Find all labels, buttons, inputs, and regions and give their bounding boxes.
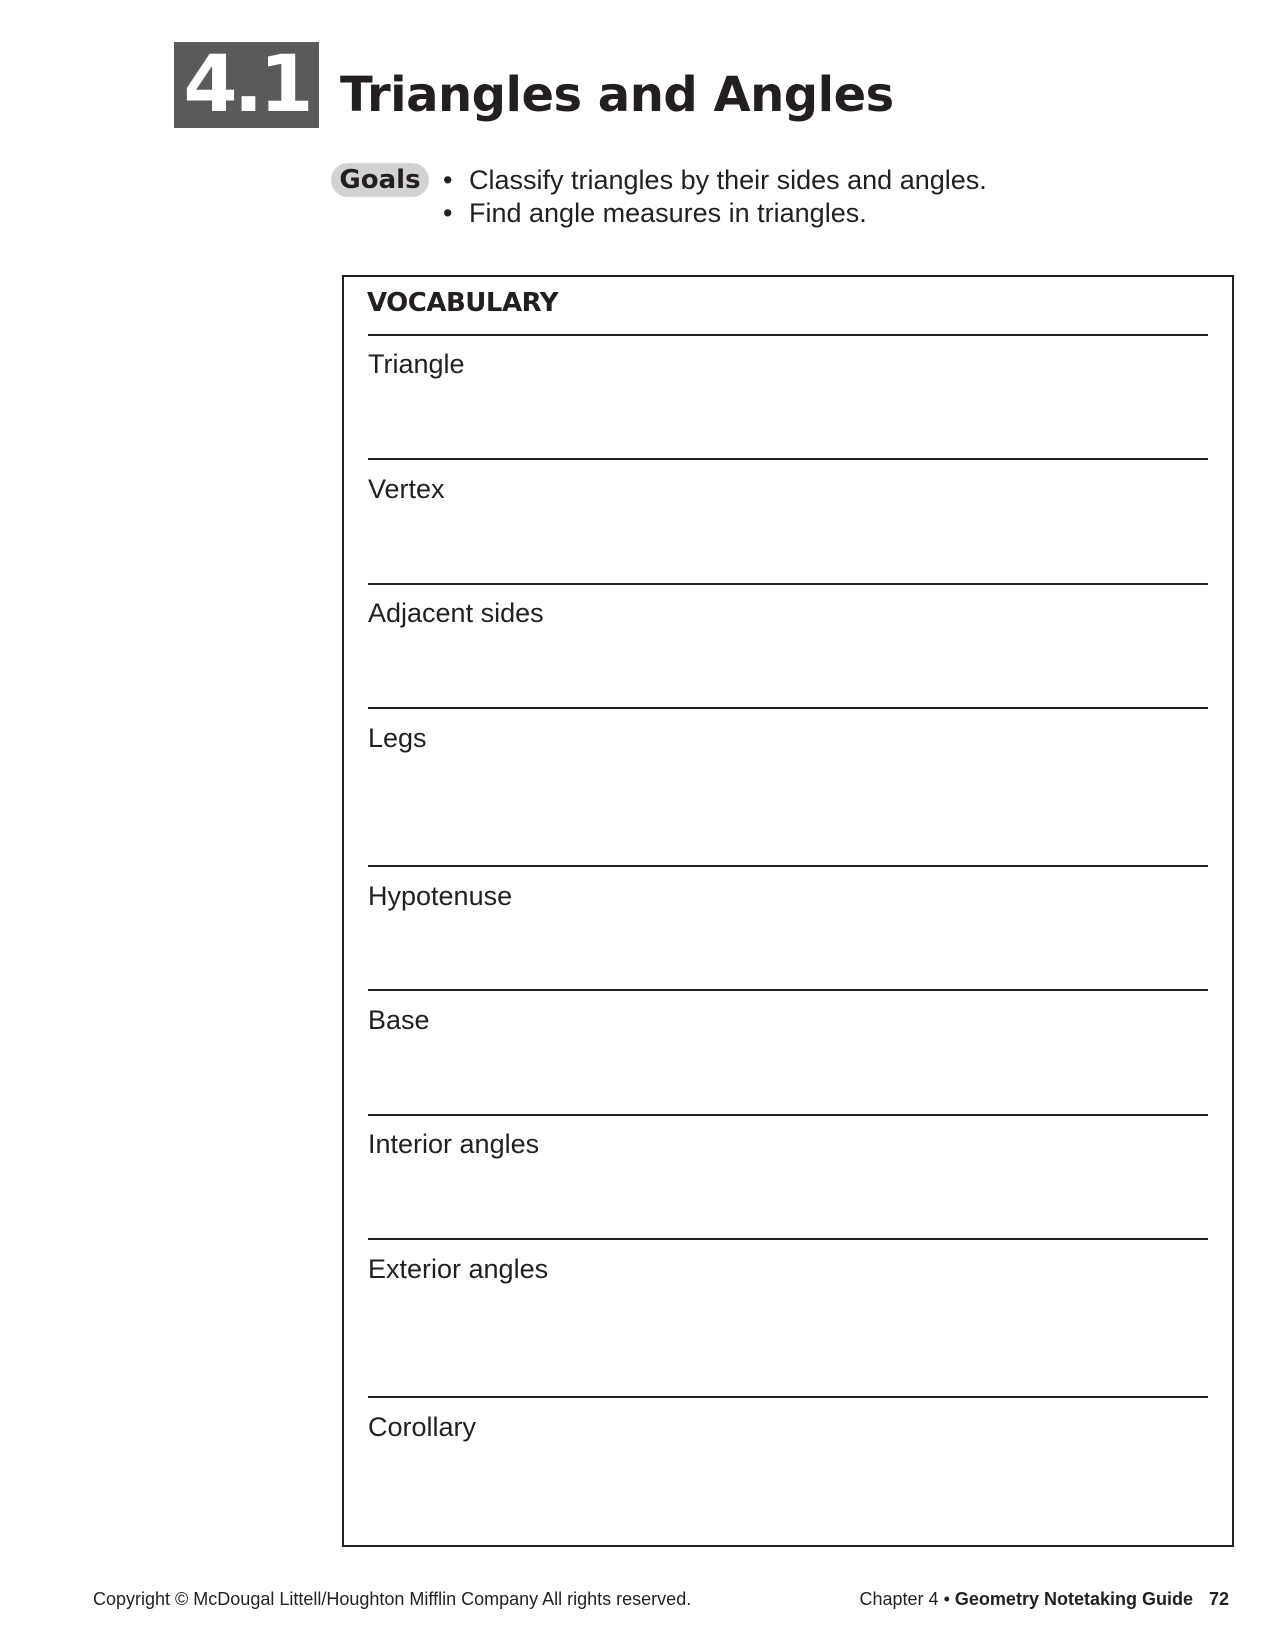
vocab-term-interior-angles: Interior angles — [368, 1129, 540, 1159]
divider — [368, 1114, 1208, 1116]
vocab-term-base: Base — [368, 1005, 430, 1035]
divider — [368, 334, 1208, 336]
vocab-term-legs: Legs — [368, 723, 427, 753]
goal-item — [443, 196, 867, 230]
vocab-term-exterior-angles: Exterior angles — [368, 1254, 549, 1284]
bullet-icon: • — [443, 165, 453, 195]
section-number-badge: 4.1 — [174, 42, 319, 128]
goal-item — [443, 163, 987, 197]
copyright-notice: Copyright © McDougal Littell/Houghton Mifflin Company All rights reserved. — [93, 1589, 692, 1609]
vocab-term-adjacent-sides: Adjacent sides — [368, 598, 544, 628]
vocab-term-vertex: Vertex — [368, 474, 445, 504]
page-number: 72 — [1208, 1589, 1229, 1609]
guide-title: Geometry Notetaking Guide — [954, 1589, 1193, 1609]
goals-label: Goals — [331, 163, 429, 197]
vocab-term-hypotenuse: Hypotenuse — [368, 881, 513, 911]
vocab-term-corollary: Corollary — [368, 1412, 477, 1442]
vocab-term-triangle: Triangle — [368, 349, 465, 379]
divider — [368, 1238, 1208, 1240]
divider — [368, 989, 1208, 991]
divider — [368, 707, 1208, 709]
divider — [368, 583, 1208, 585]
goal-text: Classify triangles by their sides and angles. — [469, 165, 987, 195]
chapter-label: Chapter 4 — [859, 1589, 939, 1609]
footer-running-head — [860, 1587, 1229, 1611]
divider — [368, 865, 1208, 867]
goal-text: Find angle measures in triangles. — [469, 198, 867, 228]
vocabulary-heading: VOCABULARY — [367, 288, 559, 318]
divider — [368, 1396, 1208, 1398]
footer-separator: • — [943, 1589, 950, 1609]
bullet-icon: • — [443, 198, 453, 228]
divider — [368, 458, 1208, 460]
page-title: Triangles and Angles — [340, 67, 894, 123]
